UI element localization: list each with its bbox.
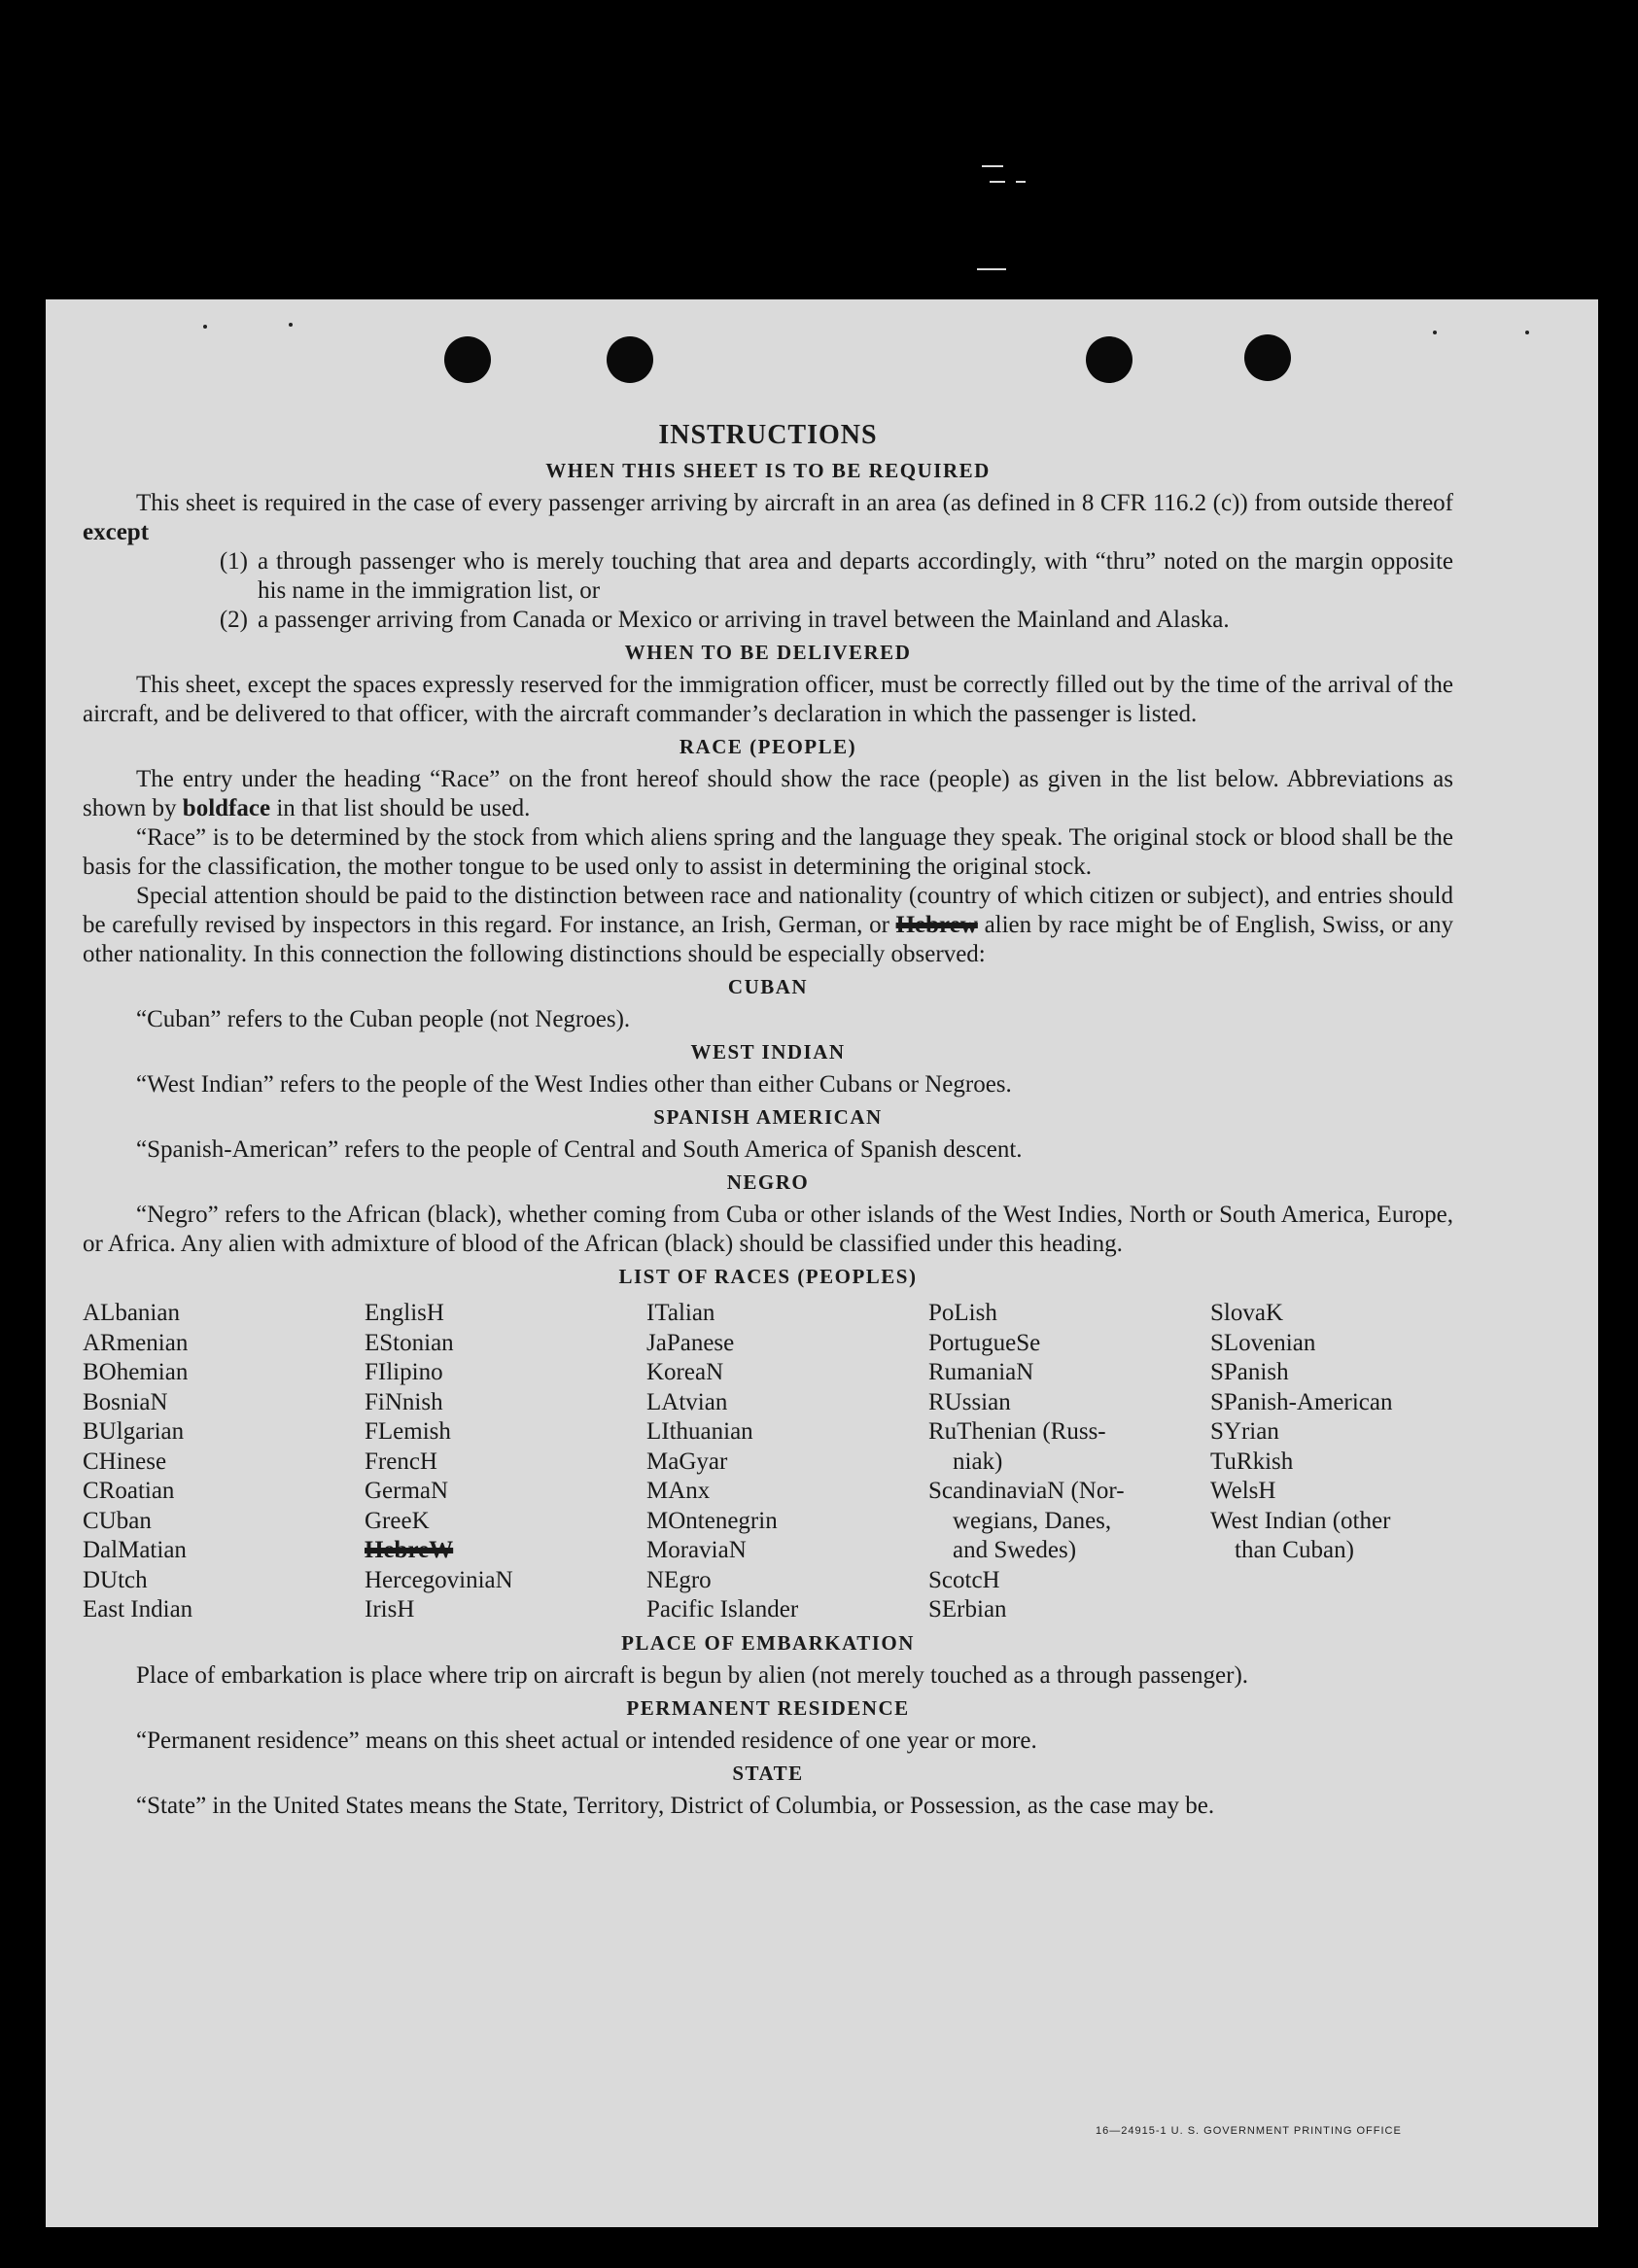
section-heading-negro: NEGRO bbox=[726, 1170, 810, 1194]
race-entry: ARmenian bbox=[83, 1329, 189, 1356]
race-entry: CUban bbox=[83, 1507, 152, 1534]
race-entry: FLemish bbox=[365, 1418, 451, 1445]
scan-speck bbox=[203, 325, 207, 329]
scan-mark bbox=[1016, 181, 1026, 183]
race-entry-continued: wegians, Danes, bbox=[953, 1507, 1112, 1534]
race-entry: MAnx bbox=[646, 1478, 711, 1504]
race-entry: DUtch bbox=[83, 1566, 148, 1593]
scan-speck bbox=[289, 323, 293, 327]
race-entry: TuRkish bbox=[1210, 1448, 1294, 1475]
section-heading-embarkation: PLACE OF EMBARKATION bbox=[621, 1630, 915, 1655]
race-entry: SErbian bbox=[928, 1596, 1007, 1622]
race-entry: GermaN bbox=[365, 1478, 449, 1504]
spanish-american-text: “Spanish-American” refers to the people of Central and South America of Spanish descent. bbox=[136, 1136, 1023, 1163]
negro-text: “Negro” refers to the African (black), whether coming from Cuba or other islands of the West Indies, North or South America, Europe, or Africa. Any alien with admixture of blood of the African (black) should be classified under this heading. bbox=[83, 1202, 1453, 1257]
punch-hole bbox=[607, 336, 653, 383]
exception-item-2: (2) a passenger arriving from Canada or Mexico or arriving in travel between the Mainland and Alaska. bbox=[219, 607, 1230, 633]
race-entry: ALbanian bbox=[83, 1300, 180, 1326]
races-column-4 bbox=[928, 1299, 1210, 1625]
race-entry: CRoatian bbox=[83, 1478, 175, 1504]
punch-hole bbox=[444, 336, 491, 383]
race-entry: WelsH bbox=[1210, 1478, 1276, 1504]
section-heading-race: RACE (PEOPLE) bbox=[679, 735, 857, 758]
embarkation-text: Place of embarkation is place where trip on aircraft is begun by alien (not merely touched as a through passenger). bbox=[136, 1661, 1249, 1689]
race-entry: SYrian bbox=[1210, 1418, 1279, 1445]
race-entry: FIlipino bbox=[365, 1359, 443, 1385]
race-entry-continued: than Cuban) bbox=[1235, 1537, 1354, 1563]
section-heading-list: LIST OF RACES (PEOPLES) bbox=[618, 1265, 918, 1288]
race-entry: JaPanese bbox=[646, 1329, 735, 1356]
race-paragraph-1: The entry under the heading “Race” on the front hereof should show the race (people) as given in the list below. Abbreviations as shown by boldface in that list should be used. bbox=[83, 766, 1453, 821]
cuban-text: “Cuban” refers to the Cuban people (not Negroes). bbox=[136, 1006, 631, 1032]
race-entry: NEgro bbox=[646, 1566, 712, 1593]
section-heading-cuban: CUBAN bbox=[727, 975, 809, 998]
scan-speck bbox=[1525, 331, 1529, 334]
race-entry: SPanish-American bbox=[1210, 1388, 1393, 1415]
scan-mark bbox=[977, 268, 1006, 270]
race-entry: DalMatian bbox=[83, 1537, 187, 1563]
race-entry: PoLish bbox=[928, 1300, 997, 1326]
scan-mark bbox=[982, 165, 1003, 167]
race-entry: RUssian bbox=[928, 1388, 1011, 1415]
struck-word: Hebrew bbox=[895, 912, 978, 938]
race-entry: SPanish bbox=[1210, 1359, 1289, 1385]
page-title: INSTRUCTIONS bbox=[658, 420, 878, 450]
section-heading-delivered: WHEN TO BE DELIVERED bbox=[624, 641, 912, 664]
race-entry: SlovaK bbox=[1210, 1300, 1283, 1326]
state-text: “State” in the United States means the State, Territory, District of Columbia, or Possession, as the case may be. bbox=[136, 1792, 1215, 1819]
race-entry: BOhemian bbox=[83, 1359, 189, 1385]
section-heading-spanish-american: SPANISH AMERICAN bbox=[653, 1105, 883, 1129]
race-entry: East Indian bbox=[83, 1596, 193, 1622]
section-heading-required: WHEN THIS SHEET IS TO BE REQUIRED bbox=[545, 459, 991, 482]
race-entry: LAtvian bbox=[646, 1388, 728, 1415]
race-entry: KoreaN bbox=[646, 1359, 724, 1385]
scan-mark bbox=[990, 181, 1005, 183]
races-column-3 bbox=[646, 1299, 928, 1625]
race-entry: GreeK bbox=[365, 1507, 430, 1534]
races-column-2 bbox=[365, 1299, 646, 1625]
race-entry: PortugueSe bbox=[928, 1329, 1041, 1356]
race-entry: SLovenian bbox=[1210, 1329, 1316, 1356]
race-entry: Pacific Islander bbox=[646, 1596, 799, 1622]
scan-speck bbox=[1433, 331, 1437, 334]
race-entry: CHinese bbox=[83, 1448, 167, 1475]
residence-text: “Permanent residence” means on this sheet actual or intended residence of one year or more. bbox=[136, 1727, 1037, 1754]
race-entry: BosniaN bbox=[83, 1388, 168, 1415]
race-entry: FrencH bbox=[365, 1448, 437, 1475]
race-entry: IrisH bbox=[365, 1596, 415, 1622]
race-entry: ScandinaviaN (Nor- bbox=[928, 1478, 1125, 1504]
west-indian-text: “West Indian” refers to the people of the West Indies other than either Cubans or Negroes. bbox=[136, 1071, 1012, 1098]
delivered-text: This sheet, except the spaces expressly reserved for the immigration officer, must be correctly filled out by the time of the arrival of the aircraft, and be delivered to that officer, with the aircraft commander’s declaration in which the passenger is listed. bbox=[83, 672, 1453, 727]
race-entry: MoraviaN bbox=[646, 1537, 747, 1563]
races-column-1 bbox=[83, 1299, 365, 1625]
race-entry: ITalian bbox=[646, 1300, 715, 1326]
race-entry: EnglisH bbox=[365, 1300, 444, 1326]
race-entry: BUlgarian bbox=[83, 1418, 185, 1445]
instructions-body bbox=[83, 420, 1453, 1821]
race-entry: FiNnish bbox=[365, 1388, 443, 1415]
section-heading-residence: PERMANENT RESIDENCE bbox=[626, 1695, 910, 1720]
printer-imprint: 16—24915-1 U. S. GOVERNMENT PRINTING OFFICE bbox=[1096, 2125, 1402, 2137]
race-entry: MOntenegrin bbox=[646, 1507, 778, 1534]
race-entry: HebreW bbox=[365, 1537, 454, 1563]
race-entry: EStonian bbox=[365, 1329, 454, 1356]
race-entry-continued: and Swedes) bbox=[953, 1537, 1077, 1563]
race-entry: MaGyar bbox=[646, 1448, 728, 1475]
races-column-5 bbox=[1210, 1299, 1492, 1625]
race-entry: HercegoviniaN bbox=[365, 1566, 513, 1593]
race-entry-continued: niak) bbox=[953, 1448, 1003, 1475]
race-entry: LIthuanian bbox=[646, 1418, 753, 1445]
instruction-sheet bbox=[46, 299, 1598, 2227]
exception-item-1: (1) a through passenger who is merely touching that area and departs accordingly, with “thru” noted on the margin opposite his name in the immigration list, or bbox=[219, 548, 1453, 604]
race-paragraph-3: Special attention should be paid to the distinction between race and nationality (country of which citizen or subject), and entries should be carefully revised by inspectors in this regard. For instance, an Irish, German, or Hebrew alien by race might be of English, Swiss, or any other nationality. In this connection the following distinctions should be especially observed: bbox=[83, 883, 1453, 967]
race-entry: ScotcH bbox=[928, 1566, 1000, 1593]
race-entry: RuThenian (Russ- bbox=[928, 1418, 1106, 1445]
race-entry: West Indian (other bbox=[1210, 1507, 1391, 1534]
race-entry: RumaniaN bbox=[928, 1359, 1034, 1385]
required-intro: This sheet is required in the case of every passenger arriving by aircraft in an area (as defined in 8 CFR 116.2 (c)) from outside thereof except bbox=[83, 490, 1453, 545]
punch-hole bbox=[1086, 336, 1133, 383]
section-heading-state: STATE bbox=[732, 1761, 804, 1785]
race-paragraph-2: “Race” is to be determined by the stock from which aliens spring and the language they speak. The original stock or blood shall be the basis for the classification, the mother tongue to be used only to assist in determining the original stock. bbox=[83, 824, 1453, 880]
section-heading-west-indian: WEST INDIAN bbox=[690, 1040, 846, 1064]
races-list bbox=[83, 1299, 1453, 1625]
punch-hole bbox=[1244, 334, 1291, 381]
